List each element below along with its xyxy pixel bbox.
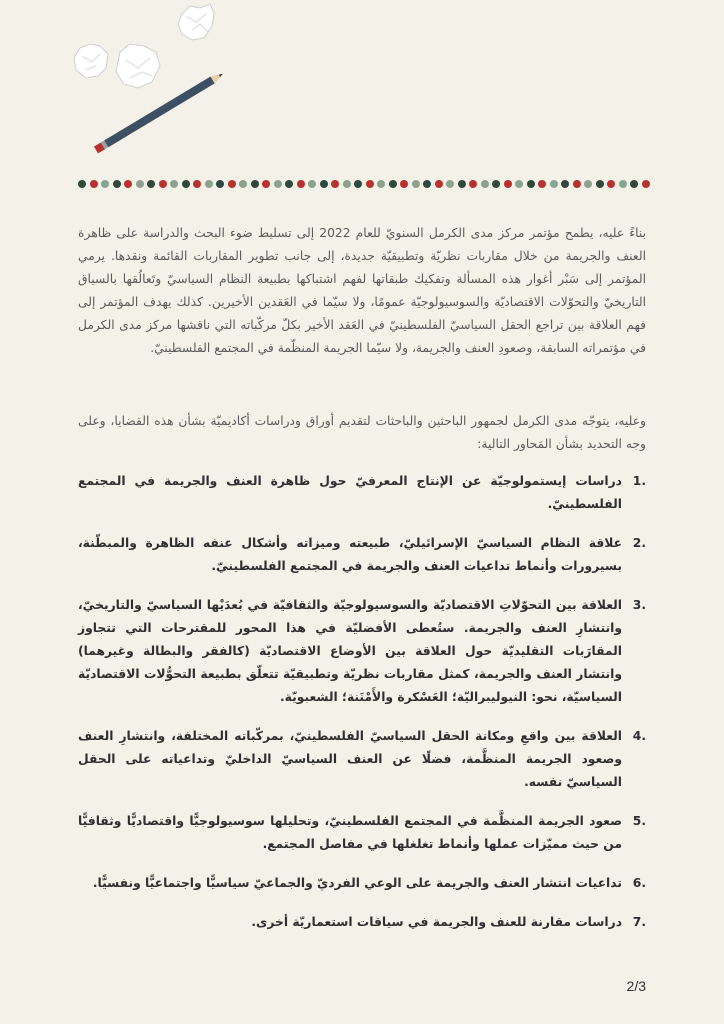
list-item (78, 532, 646, 578)
list-item-text: صعود الجريمة المنظَّمة في المجتمع الفلسطينيّ، وتحليلها سوسيولوجيًّا واقتصاديًّا وثقافيًّا من حيث مميّزات عملها وأنماط تغلغلها في مفاصل المجتمع. (78, 814, 622, 851)
pencil-icon (94, 70, 225, 153)
list-number: .5 (632, 814, 646, 828)
crumpled-paper-icon (116, 44, 160, 88)
list-number: .3 (632, 598, 646, 612)
divider-dot (366, 180, 374, 188)
list-item (78, 594, 646, 709)
divider-dot (216, 180, 224, 188)
divider-dot (492, 180, 500, 188)
divider-dot (619, 180, 627, 188)
list-item (78, 872, 646, 895)
divider-dot (308, 180, 316, 188)
divider-dot (642, 180, 650, 188)
document-body (78, 222, 646, 950)
list-item (78, 470, 646, 516)
divider-dot (550, 180, 558, 188)
divider-dot (297, 180, 305, 188)
divider-dot (124, 180, 132, 188)
divider-dot (481, 180, 489, 188)
divider-dot (412, 180, 420, 188)
page-number: 2/3 (626, 978, 646, 994)
divider-dot (343, 180, 351, 188)
list-item-text: دراسات مقارنة للعنف والجريمة في سياقات استعماريّة أخرى. (251, 915, 622, 929)
divider-dot (182, 180, 190, 188)
divider-dot (113, 180, 121, 188)
divider-dot (205, 180, 213, 188)
divider-dot (228, 180, 236, 188)
dotted-divider (78, 180, 648, 190)
divider-dot (285, 180, 293, 188)
list-item-text: العلاقة بين التحوّلاتِ الاقتصاديّة والسوسيولوجيّة والثقافيّة في بُعدَيْها السياسيّ والتاريخيّ، وانتشارِ العنف والجريمة. ستُعطى الأفضليّة في هذا المحور للمقترحات التي تتجاوز المقارَبات التقليديّة حول العلاقة بين الأوضاع الاقتصاديّة (كالفقر والبطالة وغيرهما) وانتشار العنف والجريمة، كمثل مقاربات نظريّة وتطبيقيّة تتعلّق بطبيعة التحوُّلات الاقتصاديّة السياسيّة، نحو: النيوليبراليّة؛ العَسْكرة والأَمْنَنة؛ الشعبويّة. (78, 598, 622, 704)
divider-dot (159, 180, 167, 188)
divider-dot (101, 180, 109, 188)
divider-dot (331, 180, 339, 188)
divider-dot (377, 180, 385, 188)
list-item (78, 725, 646, 794)
divider-dot (78, 180, 86, 188)
divider-dot (320, 180, 328, 188)
divider-dot (607, 180, 615, 188)
axes-list (78, 470, 646, 934)
divider-dot (596, 180, 604, 188)
list-item-text: دراسات إيستمولوجيّة عن الإنتاج المعرفيّ حول ظاهرة العنف والجريمة في المجتمع الفلسطينيّ. (78, 474, 622, 511)
intro-paragraph: بناءً عليه، يطمح مؤتمر مركز مدى الكرمل السنويّ للعام 2022 إلى تسليط ضوء البحث والدراسة على ظاهرة العنف والجريمة من خلال مقاربات نظريّة وتطبيقيّة جديدة، إلى جانب تطوير المقاربات القائمة ونقدها. يرمي المؤتمر إلى سَبْر أغوار هذه المسألة وتفكيك طبقاتها لفهم اشتباكها بطبيعة النظام السياسيّ وتَعالُقها بالسياق التاريخيّ والتحوّلات الاقتصاديّة والسوسيولوجيّة عمومًا، ولا سيّما في العَقدين الأخيرين. كذلك يهدف المؤتمر إلى فهم العلاقة بين تراجع الحقل السياسيّ الفلسطينيّ في العَقد الأخير بكلّ مركّباته التي ناقشها مركز مدى الكرمل في مؤتمراته السابقة، وصعودِ العنف والجريمة، ولا سيّما الجريمة المنظّمة في المجتمع الفلسطينيّ. (78, 226, 646, 355)
divider-dot (274, 180, 282, 188)
list-item (78, 810, 646, 856)
divider-dot (435, 180, 443, 188)
list-number: .1 (632, 474, 646, 488)
divider-dot (446, 180, 454, 188)
list-item (78, 911, 646, 934)
divider-dot (262, 180, 270, 188)
divider-dot (584, 180, 592, 188)
divider-dot (251, 180, 259, 188)
list-item-text: العلاقة بين واقعِ ومكانة الحقل السياسيّ الفلسطينيّ، بمركّباته المختلفة، وانتشارِ العنف وصعود الجريمة المنظَّمة، فضلًا عن العنف السياسيّ الداخليّ وتداعياته على الحقل السياسيّ نفسه. (78, 729, 622, 789)
list-item-text: تداعيات انتشار العنف والجريمة على الوعي الفرديّ والجماعيّ سياسيًّا واجتماعيًّا ونفسيًّا. (92, 876, 622, 890)
list-item-text: علاقة النظام السياسيّ الإسرائيليّ، طبيعته وميزاته وأشكال عنفه الظاهرة والمبطّنة، بسيرورات وأنماط تداعيات العنف والجريمة في المجتمع الفلسطينيّ. (78, 536, 622, 573)
header-illustration (0, 0, 260, 170)
list-number: .6 (632, 876, 646, 890)
divider-dot (389, 180, 397, 188)
divider-dot (561, 180, 569, 188)
divider-dot (504, 180, 512, 188)
divider-dot (354, 180, 362, 188)
divider-dot (170, 180, 178, 188)
divider-dot (239, 180, 247, 188)
divider-dot (400, 180, 408, 188)
divider-dot (573, 180, 581, 188)
crumpled-paper-icon (74, 44, 108, 78)
divider-dot (147, 180, 155, 188)
divider-dot (630, 180, 638, 188)
divider-dot (193, 180, 201, 188)
crumpled-paper-icon (178, 4, 214, 40)
divider-dot (458, 180, 466, 188)
divider-dot (469, 180, 477, 188)
divider-dot (136, 180, 144, 188)
list-number: .2 (632, 536, 646, 550)
list-number: .7 (632, 915, 646, 929)
divider-dot (90, 180, 98, 188)
call-paragraph: وعليه، يتوجّه مدى الكرمل لجمهور الباحثين والباحثات لتقديم أوراق ودراسات أكاديميّة بشأن هذه القضايا، وعلى وجه التحديد بشأن المَحاور التالية: (78, 414, 646, 451)
divider-dot (527, 180, 535, 188)
divider-dot (423, 180, 431, 188)
divider-dot (538, 180, 546, 188)
list-number: .4 (632, 729, 646, 743)
divider-dot (515, 180, 523, 188)
